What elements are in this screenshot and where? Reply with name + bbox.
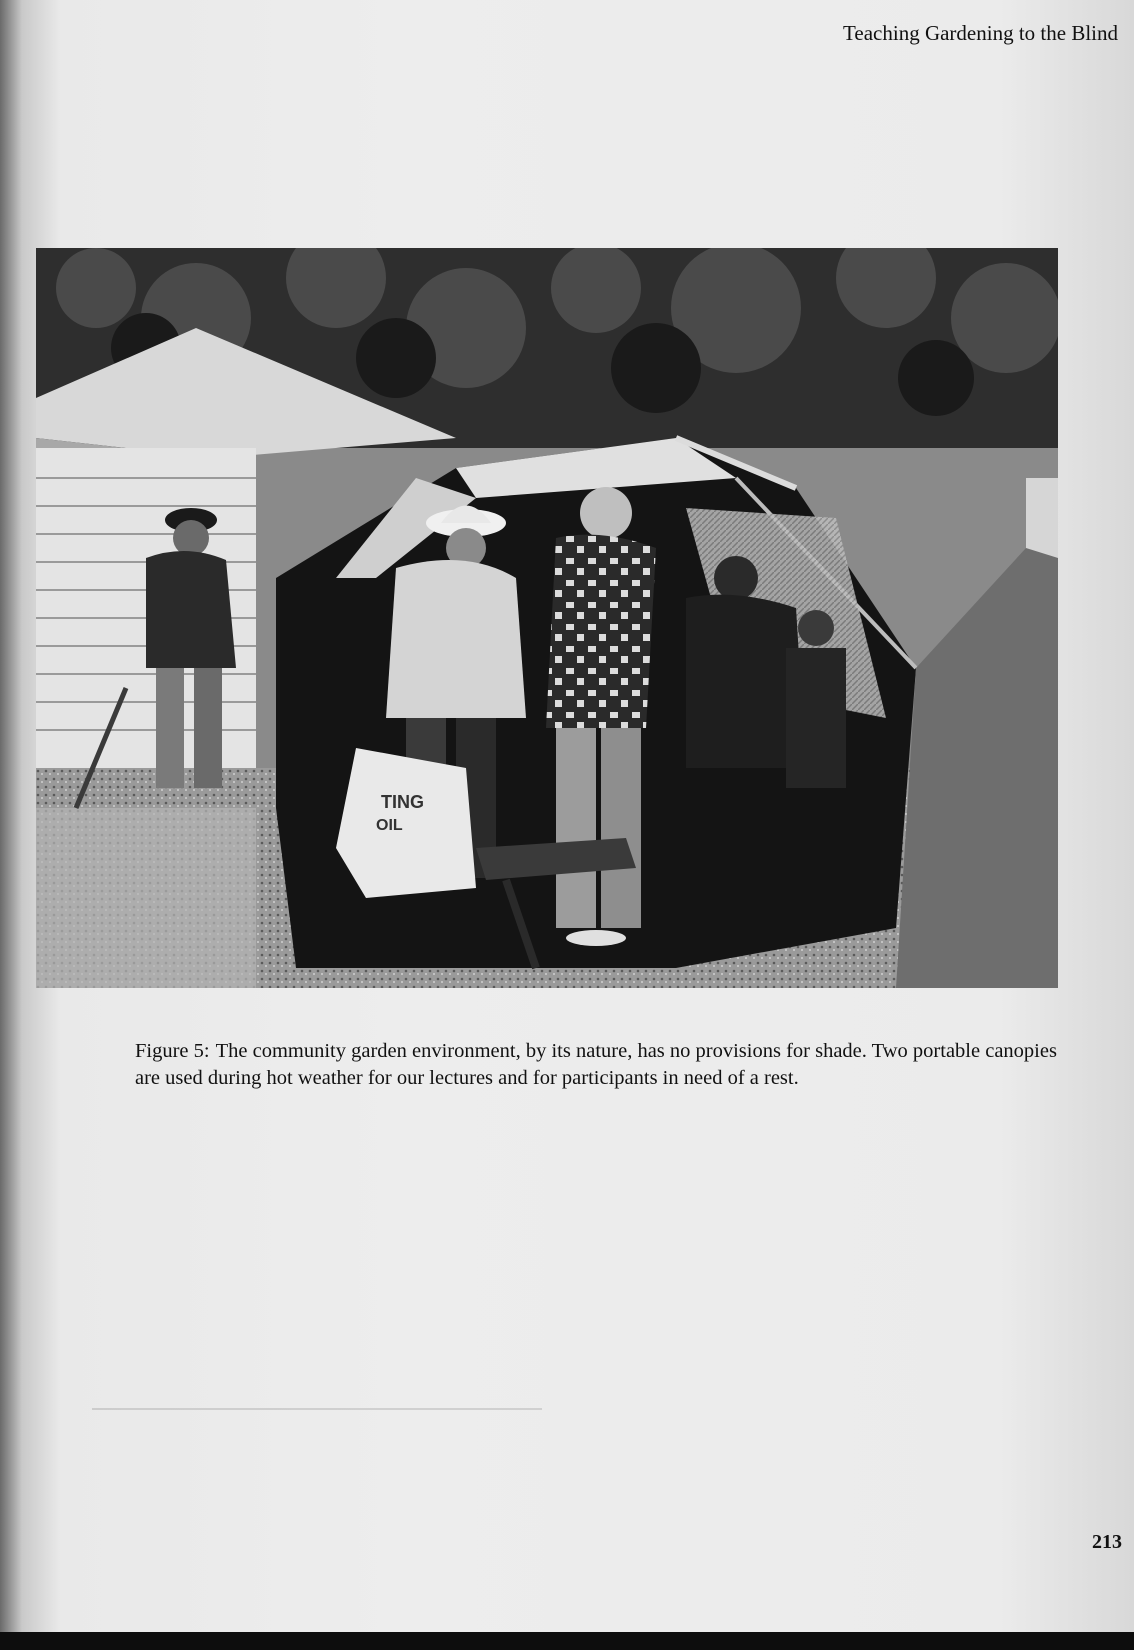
running-head: Teaching Gardening to the Blind (843, 21, 1118, 45)
page-number: 213 (1092, 1531, 1122, 1553)
figure-caption (135, 1038, 1065, 1092)
svg-text:OIL: OIL (376, 817, 403, 834)
figure-label: Figure 5: (135, 1040, 210, 1062)
svg-text:TING: TING (381, 792, 424, 812)
figure-photograph (36, 248, 1058, 988)
figure-caption-text: The community garden environment, by its nature, has no provisions for shade. Two portable canopies are used during hot weather for our lectures and for participants in need of a rest. (135, 1040, 1057, 1089)
scan-edge (0, 1632, 1134, 1650)
show-through-rule (92, 1408, 542, 1410)
